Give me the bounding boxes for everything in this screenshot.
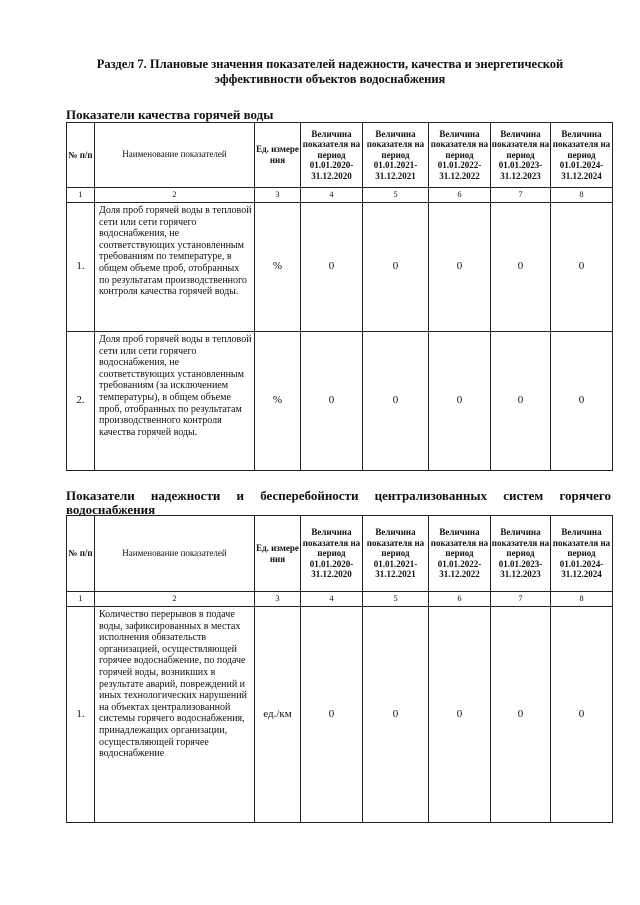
row-value-2021: 0 <box>363 332 429 471</box>
col-index: 2 <box>95 592 255 607</box>
row-value-2023: 0 <box>491 203 551 332</box>
column-index-row <box>67 188 613 203</box>
row-value-2021: 0 <box>363 607 429 823</box>
row-indicator-name: Количество перерывов в подаче воды, зафиксированных в местах исполнения обязательств организацией, осуществляющей горячее водоснабжение, по подаче горячей воды, возникших в результате аварий, повреждений и иных технологических нарушений на объектах централизованной системы горячего водоснабжения, принадлежащих организации, осуществляющей горячее водоснабжение <box>95 607 255 823</box>
col-header-num: № п/п <box>67 123 95 188</box>
col-index: 4 <box>301 592 363 607</box>
col-index: 5 <box>363 188 429 203</box>
col-index: 1 <box>67 592 95 607</box>
col-header-period-2021: Величина показателя на период 01.01.2021- 31.12.2021 <box>363 123 429 188</box>
col-header-num: № п/п <box>67 516 95 592</box>
col-header-period-2022: Величина показателя на период 01.01.2022- 31.12.2022 <box>429 123 491 188</box>
row-value-2020: 0 <box>301 203 363 332</box>
table-header-row <box>67 516 613 592</box>
row-unit: % <box>255 203 301 332</box>
row-value-2024: 0 <box>551 607 613 823</box>
row-value-2023: 0 <box>491 332 551 471</box>
page-title: Раздел 7. Плановые значения показателей надежности, качества и энергетической эффективности объектов водоснабжения <box>96 57 564 86</box>
col-index: 7 <box>491 592 551 607</box>
table-row <box>67 332 613 471</box>
row-unit: ед./км <box>255 607 301 823</box>
col-index: 2 <box>95 188 255 203</box>
row-number: 1. <box>67 203 95 332</box>
col-header-period-2024: Величина показателя на период 01.01.2024- 31.12.2024 <box>551 516 613 592</box>
col-header-period-2020: Величина показателя на период 01.01.2020- 31.12.2020 <box>301 516 363 592</box>
col-header-period-2024: Величина показателя на период 01.01.2024- 31.12.2024 <box>551 123 613 188</box>
section-heading-reliability: Показатели надежности и бесперебойности централизованных систем горячего водоснабжения <box>66 488 611 517</box>
table-row <box>67 203 613 332</box>
row-indicator-name: Доля проб горячей воды в тепловой сети или сети горячего водоснабжения, не соответствующих установленным требованиям по температуре, в общем объеме проб, отобранных по результатам производственного контроля качества горячей воды. <box>95 203 255 332</box>
col-header-period-2023: Величина показателя на период 01.01.2023- 31.12.2023 <box>491 516 551 592</box>
reliability-table <box>66 515 613 823</box>
col-header-name: Наименование показателей <box>95 123 255 188</box>
col-header-period-2022: Величина показателя на период 01.01.2022- 31.12.2022 <box>429 516 491 592</box>
row-indicator-name: Доля проб горячей воды в тепловой сети или сети горячего водоснабжения, не соответствующих установленным требованиям (за исключением температуры), в общем объеме проб, отобранных по результатам производственного контроля качества горячей воды. <box>95 332 255 471</box>
col-index: 1 <box>67 188 95 203</box>
col-header-unit: Ед. измере ния <box>255 516 301 592</box>
col-index: 7 <box>491 188 551 203</box>
col-header-unit: Ед. измере ния <box>255 123 301 188</box>
row-value-2022: 0 <box>429 332 491 471</box>
col-index: 6 <box>429 592 491 607</box>
table-row <box>67 607 613 823</box>
col-index: 3 <box>255 592 301 607</box>
row-value-2021: 0 <box>363 203 429 332</box>
col-header-period-2020: Величина показателя на период 01.01.2020- 31.12.2020 <box>301 123 363 188</box>
section-heading-hot-water-quality: Показатели качества горячей воды <box>66 107 274 122</box>
row-number: 2. <box>67 332 95 471</box>
col-header-period-2021: Величина показателя на период 01.01.2021- 31.12.2021 <box>363 516 429 592</box>
row-value-2023: 0 <box>491 607 551 823</box>
table-header-row <box>67 123 613 188</box>
col-index: 8 <box>551 592 613 607</box>
row-number: 1. <box>67 607 95 823</box>
hot-water-quality-table <box>66 122 613 471</box>
col-header-name: Наименование показателей <box>95 516 255 592</box>
row-unit: % <box>255 332 301 471</box>
row-value-2024: 0 <box>551 332 613 471</box>
col-index: 5 <box>363 592 429 607</box>
col-header-period-2023: Величина показателя на период 01.01.2023- 31.12.2023 <box>491 123 551 188</box>
col-index: 6 <box>429 188 491 203</box>
row-value-2022: 0 <box>429 607 491 823</box>
col-index: 8 <box>551 188 613 203</box>
row-value-2020: 0 <box>301 607 363 823</box>
column-index-row <box>67 592 613 607</box>
col-index: 3 <box>255 188 301 203</box>
row-value-2024: 0 <box>551 203 613 332</box>
row-value-2020: 0 <box>301 332 363 471</box>
col-index: 4 <box>301 188 363 203</box>
row-value-2022: 0 <box>429 203 491 332</box>
